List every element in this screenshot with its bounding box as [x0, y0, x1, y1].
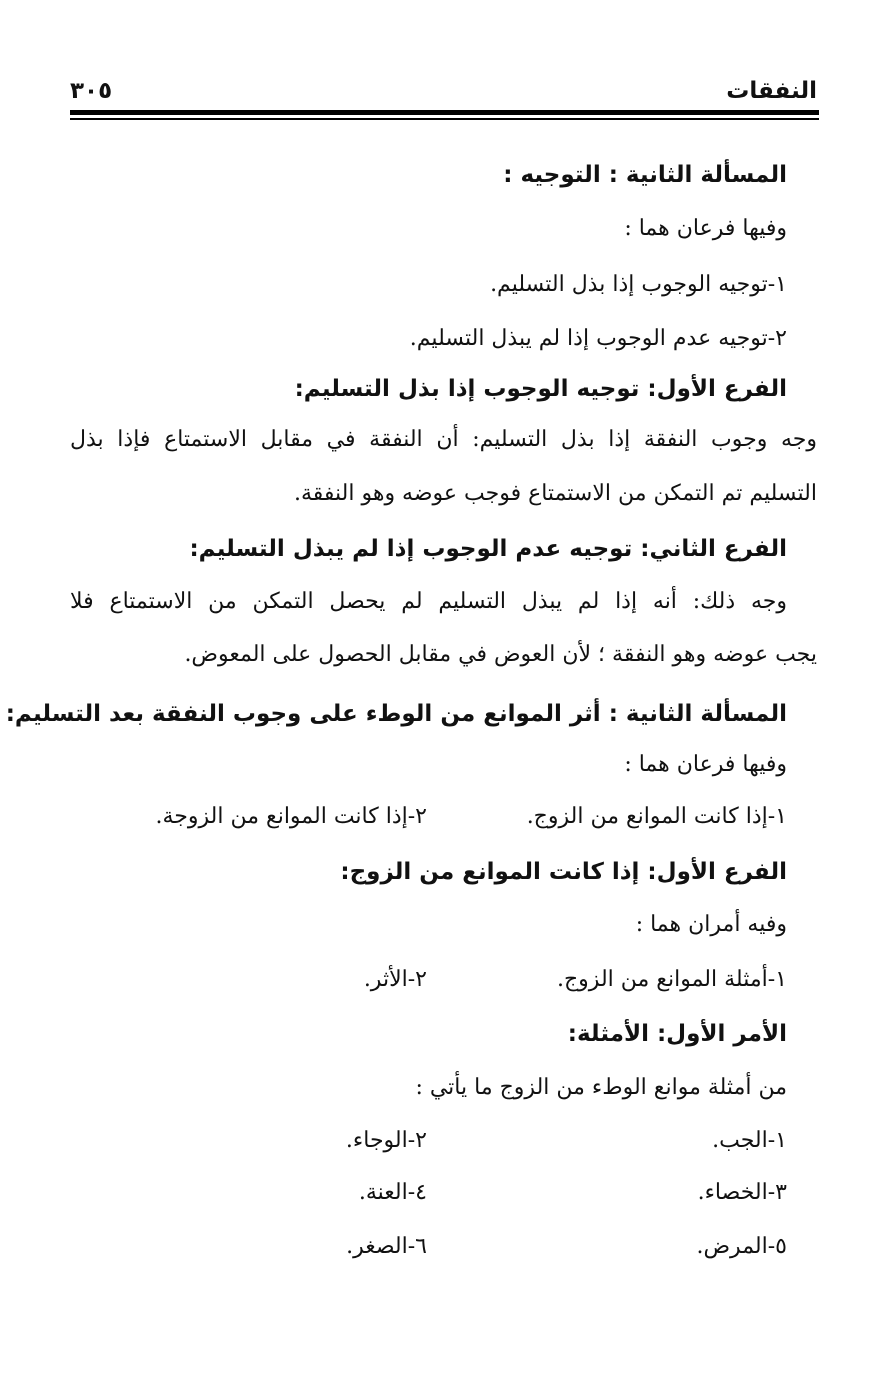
examples-row [70, 1230, 787, 1264]
subsection-heading: الأمر الأول: الأمثلة: [567, 1021, 787, 1047]
list-item: ٦-الصغر. [346, 1234, 427, 1259]
subsection-heading: الفرع الأول: توجيه الوجوب إذا بذل التسليم: [294, 376, 787, 402]
examples-row [70, 1124, 787, 1158]
paragraph-line: وجه وجوب النفقة إذا بذل التسليم: أن النفقة في مقابل الاستمتاع فإذا بذل [70, 427, 817, 452]
section-heading: المسألة الثانية : التوجيه : [503, 162, 787, 188]
list-item: ٢-الوجاء. [345, 1128, 427, 1153]
intro-line: وفيها فرعان هما : [624, 216, 787, 241]
examples-row [70, 1176, 787, 1210]
list-item: ٥-المرض. [696, 1234, 787, 1259]
list-item: ٢-الأثر. [363, 967, 427, 992]
list-item: ٣-الخصاء. [697, 1180, 787, 1205]
subsection-heading: الفرع الأول: إذا كانت الموانع من الزوج: [340, 859, 787, 885]
intro-line: وفيها فرعان هما : [624, 752, 787, 777]
list-item: ١-توجيه الوجوب إذا بذل التسليم. [490, 272, 787, 297]
list-item: ١-الجب. [712, 1128, 787, 1153]
intro-line: من أمثلة موانع الوطء من الزوج ما يأتي : [415, 1075, 787, 1100]
header-rule-thin [70, 118, 819, 120]
list-item: ١-أمثلة الموانع من الزوج. [556, 967, 787, 992]
running-header [70, 76, 817, 106]
paragraph-line: التسليم تم التمكن من الاستمتاع فوجب عوضه وهو النفقة. [293, 481, 817, 506]
page-number: ٣٠٥ [70, 78, 113, 104]
header-rule [70, 110, 819, 115]
subsection-heading: الفرع الثاني: توجيه عدم الوجوب إذا لم يبذل التسليم: [189, 536, 787, 562]
paragraph-line: يجب عوضه وهو النفقة ؛ لأن العوض في مقابل الحصول على المعوض. [184, 642, 817, 667]
numbered-pair [70, 963, 787, 997]
list-item: ٢-إذا كانت الموانع من الزوجة. [155, 804, 427, 829]
list-item: ٢-توجيه عدم الوجوب إذا لم يبذل التسليم. [409, 326, 787, 351]
section-heading: المسألة الثانية : أثر الموانع من الوطء على وجوب النفقة بعد التسليم: [5, 701, 787, 727]
running-title: النفقات [726, 78, 817, 104]
list-item: ١-إذا كانت الموانع من الزوج. [526, 804, 787, 829]
numbered-pair [70, 800, 787, 834]
paragraph-line: وجه ذلك: أنه إذا لم يبذل التسليم لم يحصل التمكن من الاستمتاع فلا [70, 589, 787, 614]
list-item: ٤-العنة. [358, 1180, 427, 1205]
intro-line: وفيه أمران هما : [635, 912, 787, 937]
